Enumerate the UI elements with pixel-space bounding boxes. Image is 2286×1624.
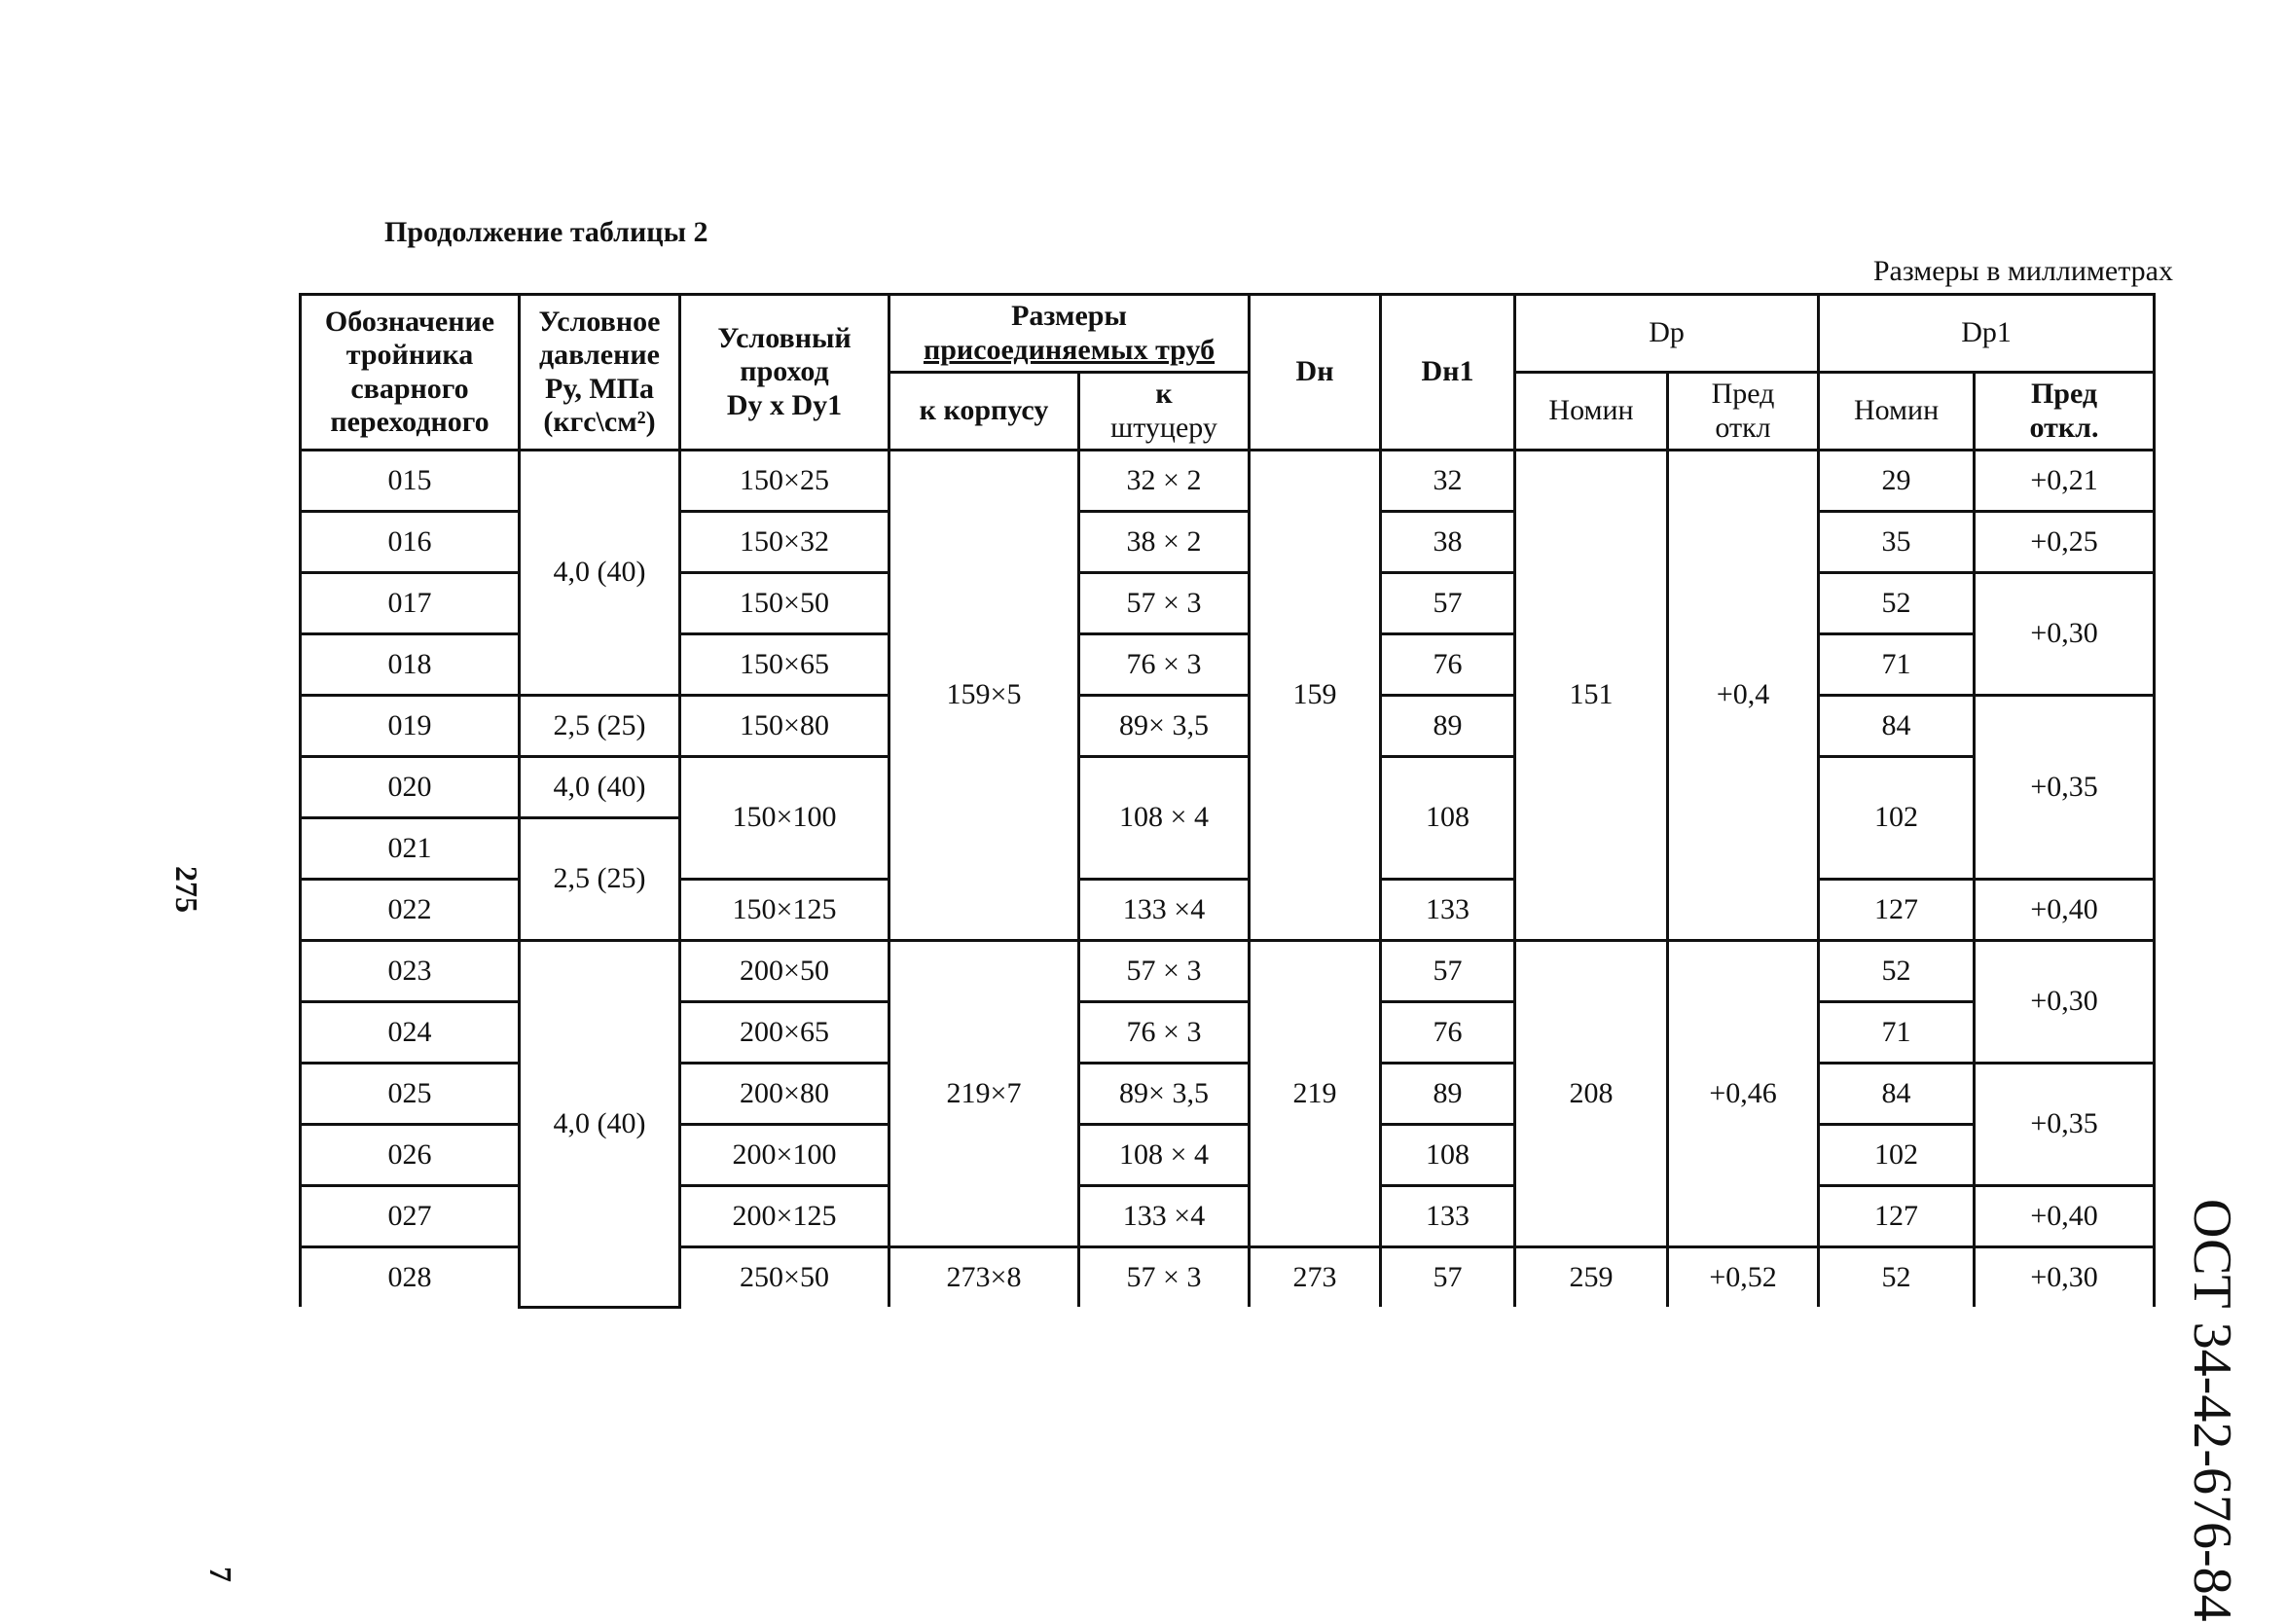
cell-code: 019: [301, 696, 520, 757]
header-dp1: Dр1: [1819, 295, 2155, 373]
cell-dp1-dev: +0,40: [1975, 880, 2155, 941]
cell-dp-dev: +0,46: [1668, 941, 1819, 1247]
dimensions-table: [299, 293, 2156, 1309]
header-dp1-dev: Пред откл.: [1975, 373, 2155, 451]
cell-dp-dev: +0,52: [1668, 1247, 1819, 1308]
cell-pressure: 4,0 (40): [520, 941, 680, 1308]
header-designation: Обозначение тройника сварного переходного: [301, 295, 520, 451]
cell-dn1: 32: [1381, 451, 1515, 512]
cell-passage: 200×80: [680, 1064, 889, 1125]
cell-fitting: 38 × 2: [1079, 512, 1250, 573]
cell-dn: 159: [1250, 451, 1381, 941]
table-row: [301, 941, 2155, 1002]
cell-code: 020: [301, 757, 520, 818]
cell-dp1-nom: 84: [1819, 696, 1975, 757]
cell-code: 018: [301, 634, 520, 696]
cell-dp1-dev: +0,30: [1975, 573, 2155, 696]
cell-code: 016: [301, 512, 520, 573]
cell-dn: 219: [1250, 941, 1381, 1247]
cell-dp1-nom: 52: [1819, 573, 1975, 634]
cell-dp1-nom: 29: [1819, 451, 1975, 512]
cell-body: 219×7: [889, 941, 1079, 1247]
cell-dp1-nom: 52: [1819, 941, 1975, 1002]
cell-fitting: 76 × 3: [1079, 634, 1250, 696]
cell-code: 026: [301, 1125, 520, 1186]
header-to-body: к корпусу: [889, 373, 1079, 451]
cell-dn1: 57: [1381, 1247, 1515, 1308]
cell-dp1-nom: 71: [1819, 634, 1975, 696]
cell-code: 015: [301, 451, 520, 512]
cell-dp1-nom: 127: [1819, 880, 1975, 941]
cell-fitting: 32 × 2: [1079, 451, 1250, 512]
cell-fitting: 89× 3,5: [1079, 1064, 1250, 1125]
cell-passage: 150×25: [680, 451, 889, 512]
cell-code: 024: [301, 1002, 520, 1064]
cell-code: 021: [301, 818, 520, 880]
cell-passage: 150×80: [680, 696, 889, 757]
cell-dp1-nom: 84: [1819, 1064, 1975, 1125]
cell-code: 027: [301, 1186, 520, 1247]
cell-code: 028: [301, 1247, 520, 1308]
cell-fitting: 108 × 4: [1079, 1125, 1250, 1186]
cell-passage: 200×100: [680, 1125, 889, 1186]
cell-dn1: 133: [1381, 880, 1515, 941]
cell-dp-nom: 151: [1515, 451, 1668, 941]
cell-passage: 200×50: [680, 941, 889, 1002]
cell-fitting: 57 × 3: [1079, 941, 1250, 1002]
cell-dp1-nom: 102: [1819, 1125, 1975, 1186]
cell-dp1-nom: 35: [1819, 512, 1975, 573]
cell-passage: 250×50: [680, 1247, 889, 1308]
cell-dp1-dev: +0,25: [1975, 512, 2155, 573]
cell-dp1-dev: +0,21: [1975, 451, 2155, 512]
standard-code: ОСТ 34-42-676-84: [2182, 1199, 2242, 1622]
cell-dp1-dev: +0,40: [1975, 1186, 2155, 1247]
units-note: Размеры в миллиметрах: [1872, 255, 2173, 287]
header-pipe-sizes: Размеры присоединяемых труб: [889, 295, 1250, 373]
cell-fitting: 108 × 4: [1079, 757, 1250, 880]
cell-pressure: 2,5 (25): [520, 696, 680, 757]
table-row: [301, 696, 2155, 757]
cell-dp1-dev: +0,35: [1975, 696, 2155, 880]
cell-passage: 150×125: [680, 880, 889, 941]
header-dp: Dр: [1515, 295, 1819, 373]
cell-code: 022: [301, 880, 520, 941]
header-dn: Dн: [1250, 295, 1381, 451]
table-caption: Продолжение таблицы 2: [384, 216, 708, 248]
cell-dp-dev: +0,4: [1668, 451, 1819, 941]
cell-code: 017: [301, 573, 520, 634]
cell-pressure: 4,0 (40): [520, 451, 680, 696]
cell-fitting: 76 × 3: [1079, 1002, 1250, 1064]
cell-dp1-nom: 52: [1819, 1247, 1975, 1308]
page-number: 275: [169, 866, 204, 913]
cell-dp1-dev: +0,35: [1975, 1064, 2155, 1186]
header-pressure: Условное давление Pу, МПа (кгс\см²): [520, 295, 680, 451]
header-to-fitting: к штуцеру: [1079, 373, 1250, 451]
cell-fitting: 133 ×4: [1079, 1186, 1250, 1247]
cell-passage: 150×100: [680, 757, 889, 880]
cell-dp1-nom: 102: [1819, 757, 1975, 880]
cell-pressure: 2,5 (25): [520, 818, 680, 941]
cell-dn1: 76: [1381, 1002, 1515, 1064]
header-dp-dev: Пред откл: [1668, 373, 1819, 451]
header-dn1: Dн1: [1381, 295, 1515, 451]
cell-dn1: 57: [1381, 573, 1515, 634]
table-row: [301, 451, 2155, 512]
cell-dp-nom: 208: [1515, 941, 1668, 1247]
cell-code: 025: [301, 1064, 520, 1125]
cell-dp-nom: 259: [1515, 1247, 1668, 1308]
cell-passage: 150×50: [680, 573, 889, 634]
header-dp-nom: Номин: [1515, 373, 1668, 451]
cell-dn1: 89: [1381, 1064, 1515, 1125]
cell-passage: 150×65: [680, 634, 889, 696]
cell-dn1: 89: [1381, 696, 1515, 757]
cell-dn1: 108: [1381, 1125, 1515, 1186]
cell-code: 023: [301, 941, 520, 1002]
cell-dp1-nom: 127: [1819, 1186, 1975, 1247]
cell-dn1: 57: [1381, 941, 1515, 1002]
cell-fitting: 57 × 3: [1079, 1247, 1250, 1308]
cell-body: 159×5: [889, 451, 1079, 941]
cell-dn: 273: [1250, 1247, 1381, 1308]
cell-fitting: 133 ×4: [1079, 880, 1250, 941]
sheet-number: 7: [203, 1567, 238, 1582]
cell-dp1-dev: +0,30: [1975, 941, 2155, 1064]
header-passage: Условный проход Dy x Dy1: [680, 295, 889, 451]
cell-passage: 200×125: [680, 1186, 889, 1247]
cell-dp1-dev: +0,30: [1975, 1247, 2155, 1308]
cell-dn1: 133: [1381, 1186, 1515, 1247]
cell-dp1-nom: 71: [1819, 1002, 1975, 1064]
table-row: [301, 757, 2155, 818]
cell-body: 273×8: [889, 1247, 1079, 1308]
cell-dn1: 38: [1381, 512, 1515, 573]
cell-pressure: 4,0 (40): [520, 757, 680, 818]
cell-dn1: 108: [1381, 757, 1515, 880]
cell-passage: 150×32: [680, 512, 889, 573]
cell-passage: 200×65: [680, 1002, 889, 1064]
cell-fitting: 57 × 3: [1079, 573, 1250, 634]
header-dp1-nom: Номин: [1819, 373, 1975, 451]
cell-dn1: 76: [1381, 634, 1515, 696]
cell-fitting: 89× 3,5: [1079, 696, 1250, 757]
